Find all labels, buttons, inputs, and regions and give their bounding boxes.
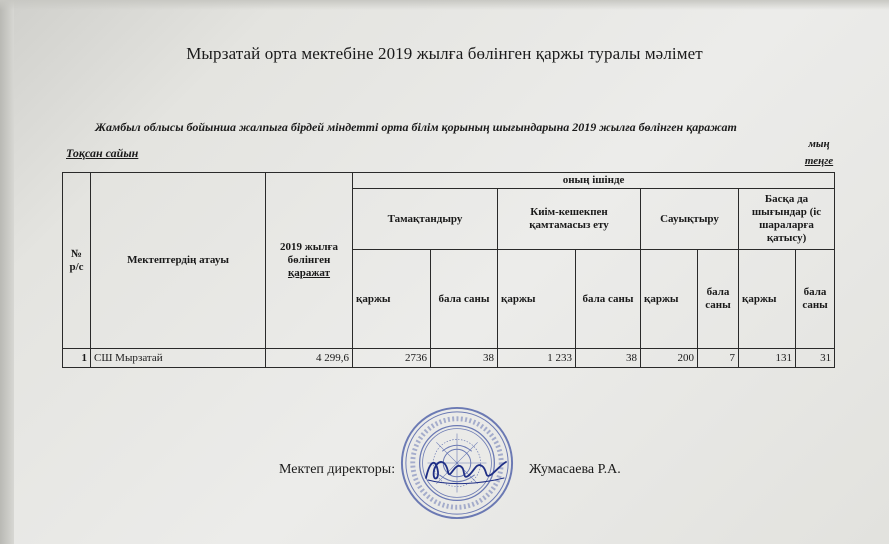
header-group-other: Басқа да шығындар (іс шараларға қатысу) (739, 189, 835, 250)
director-position-label: Мектеп директоры: (279, 462, 396, 477)
cell-index: 1 (63, 349, 91, 368)
cell-other-children: 31 (796, 349, 835, 368)
document-subtitle: Жамбыл облысы бойынша жалпыға бірдей міндетті орта білім қорының шығындарына 2019 жылға бөлінген қаражат (95, 120, 737, 134)
header-clothing-money: қаржы (498, 250, 576, 349)
cell-food-money: 2736 (353, 349, 431, 368)
header-food-money: қаржы (353, 250, 431, 349)
header-other-children: бала саны (796, 250, 835, 349)
header-school-names: Мектептердің атауы (91, 173, 266, 349)
header-of-which: оның ішінде (353, 173, 835, 189)
header-allocated-prefix: 2019 жылға бөлінген (280, 241, 338, 266)
director-name: Жумасаева Р.А. (529, 462, 621, 477)
cell-health-children: 7 (698, 349, 739, 368)
unit-line-2: теңге (804, 155, 834, 167)
cell-clothing-money: 1 233 (498, 349, 576, 368)
header-allocated (266, 173, 353, 349)
cell-food-children: 38 (431, 349, 498, 368)
cell-school-name: СШ Мырзатай (91, 349, 266, 368)
paper-edge (0, 0, 14, 544)
unit-line-1: мың (808, 138, 830, 150)
header-number: № р/с (63, 173, 91, 349)
paper-shadow (0, 0, 889, 10)
header-health-children: бала саны (698, 250, 739, 349)
header-food-children: бала саны (431, 250, 498, 349)
budget-table (62, 172, 835, 368)
document-title: Мырзатай орта мектебіне 2019 жылға бөлінген қаржы туралы мәлімет (186, 44, 703, 63)
period-label: Тоқсан сайын (66, 146, 139, 160)
cell-health-money: 200 (641, 349, 698, 368)
header-group-health: Сауықтыру (641, 189, 739, 250)
cell-clothing-children: 38 (576, 349, 641, 368)
cell-other-money: 131 (739, 349, 796, 368)
unit-label (794, 136, 844, 170)
cell-allocated: 4 299,6 (266, 349, 353, 368)
header-group-clothing: Киім-кешекпен қамтамасыз ету (498, 189, 641, 250)
header-group-food: Тамақтандыру (353, 189, 498, 250)
table-row (63, 349, 835, 368)
header-clothing-children: бала саны (576, 250, 641, 349)
header-allocated-suffix: қаражат (287, 267, 331, 279)
header-health-money: қаржы (641, 250, 698, 349)
header-other-money: қаржы (739, 250, 796, 349)
signature-icon (420, 450, 510, 490)
